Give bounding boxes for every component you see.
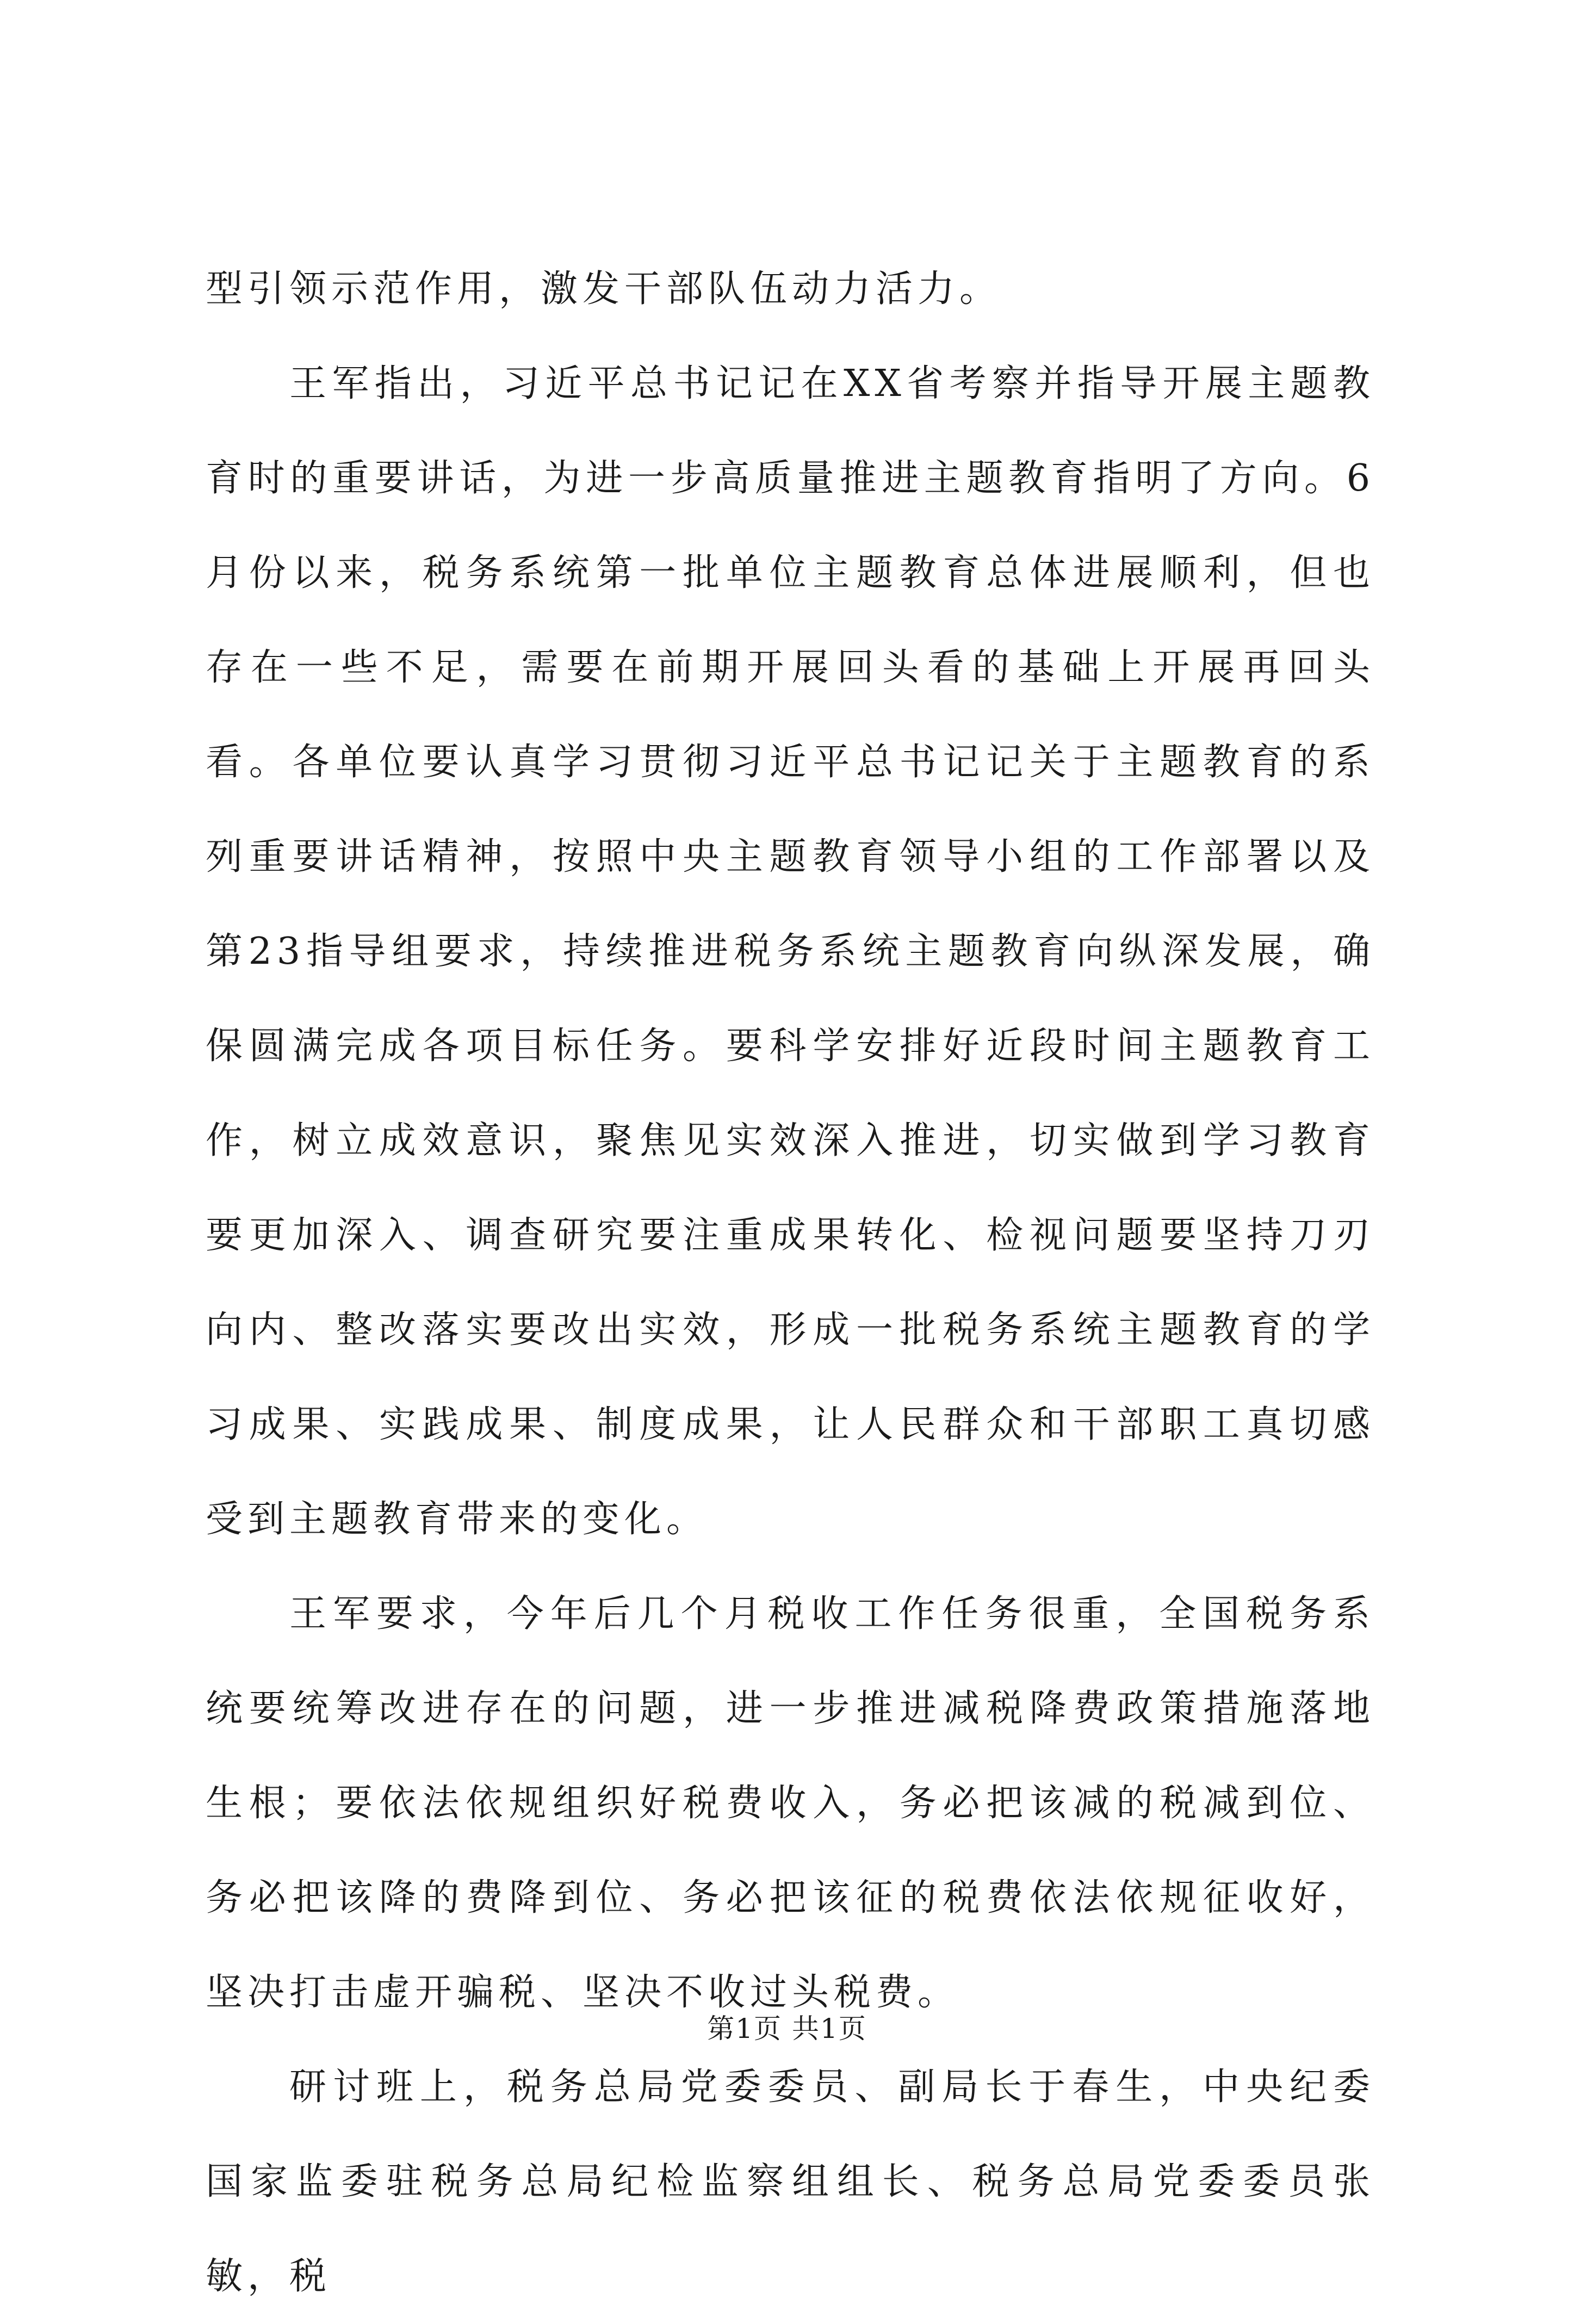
paragraph-continuation: 型引领示范作用，激发干部队伍动力活力。 xyxy=(206,268,1002,311)
page-footer: 第1页 共1页 xyxy=(707,2013,867,2044)
paragraph-wangjun-remarks: 王军指出，习近平总书记记在XX省考察并指导开展主题教育时的重要讲话，为进一步高质量推进主题教育指明了方向。6月份以来，税务系统第一批单位主题教育总体进展顺利，但也存在一些不足，需要在前期开展回头看的基础上开展再回头看。各单位要认真学习贯彻习近平总书记记关于主题教育的系列重要讲话精神，按照中央主题教育领导小组的工作部署以及第23指导组要求，持续推进税务系统主题教育向纵深发展，确保圆满完成各项目标任务。要科学安排好近段时间主题教育工作，树立成效意识，聚焦见实效深入推进，切实做到学习教育要更加深入、调查研究要注重成果转化、检视问题要坚持刀刃向内、整改落实要改出实效，形成一批税务系统主题教育的学习成果、实践成果、制度成果，让人民群众和干部职工真切感受到主题教育带来的变化。 xyxy=(206,362,1375,1541)
paragraph-wangjun-requirements: 王军要求，今年后几个月税收工作任务很重，全国税务系统要统筹改进存在的问题，进一步推进减税降费政策措施落地生根；要依法依规组织好税费收入，务必把该减的税减到位、务必把该降的费降到位、务必把该征的税费依法依规征收好，坚决打击虚开骗税、坚决不收过头税费。 xyxy=(206,1592,1375,2014)
paragraph-seminar: 研讨班上，税务总局党委委员、副局长于春生，中央纪委国家监委驻税务总局纪检监察组组长、税务总局党委委员张敏，税 xyxy=(206,2066,1375,2298)
